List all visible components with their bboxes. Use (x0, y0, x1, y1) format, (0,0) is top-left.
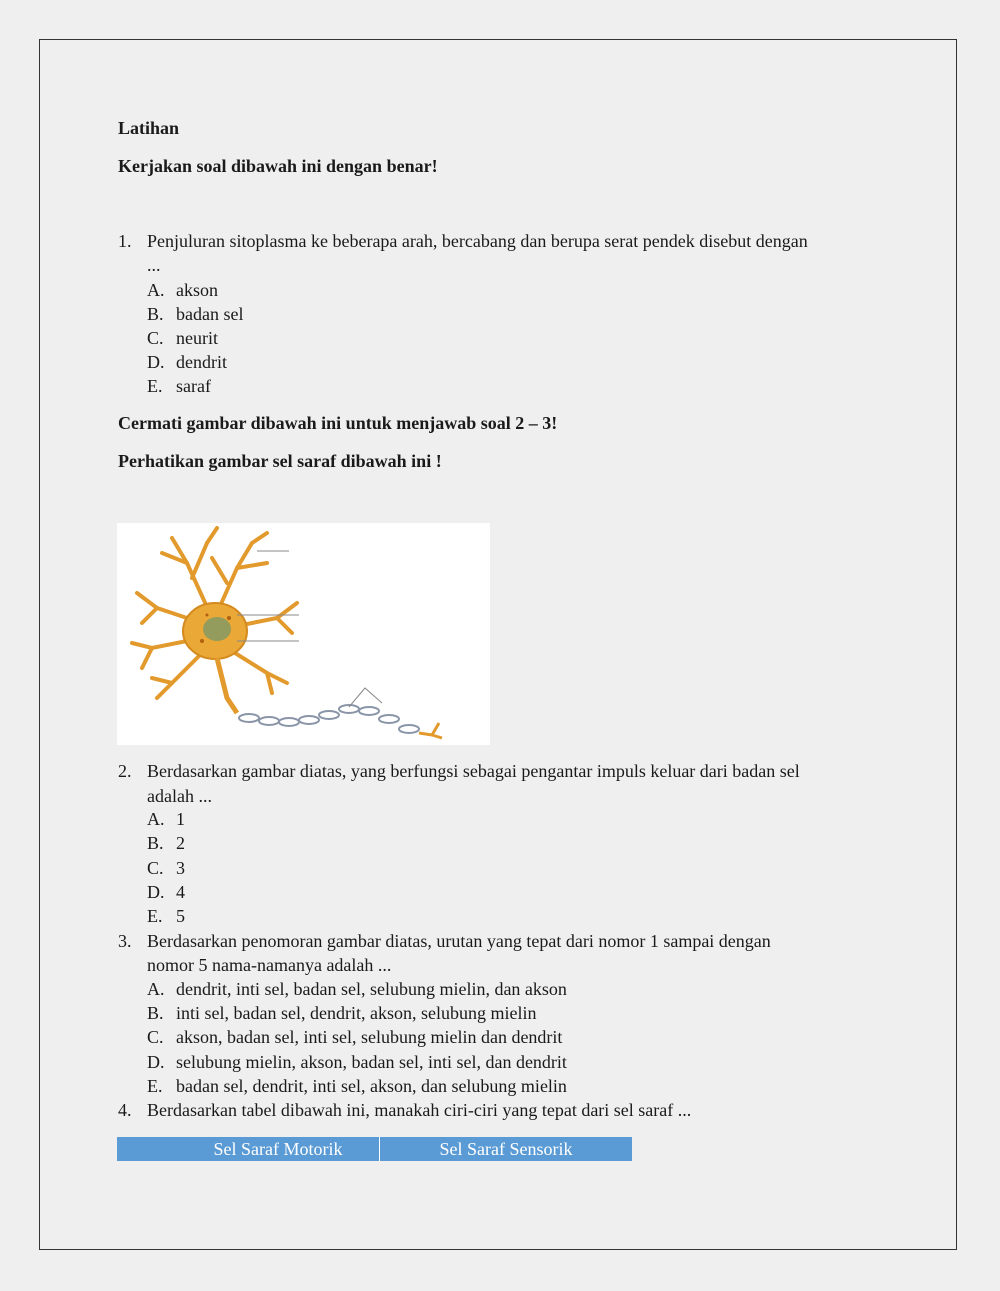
question-text: Berdasarkan gambar diatas, yang berfungsi sebagai pengantar impuls keluar dari badan sel (147, 761, 800, 781)
option-text: neurit (176, 328, 218, 348)
option-letter: E. (147, 1076, 163, 1096)
question-text: Berdasarkan tabel dibawah ini, manakah ciri-ciri yang tepat dari sel saraf ... (147, 1100, 692, 1120)
option-text: dendrit (176, 352, 227, 372)
neuron-diagram-icon (117, 523, 490, 745)
option-text: inti sel, badan sel, dendrit, akson, selubung mielin (176, 1003, 537, 1023)
section-note: Cermati gambar dibawah ini untuk menjawab soal 2 – 3! (118, 413, 558, 433)
question-number: 3. (118, 931, 132, 951)
option-letter: E. (147, 906, 163, 926)
question-text-cont: ... (147, 255, 161, 275)
option-text: akson (176, 280, 218, 300)
option-text: 5 (176, 906, 185, 926)
option-letter: C. (147, 858, 164, 878)
table-header-motorik: Sel Saraf Motorik (117, 1137, 380, 1161)
option-text: 1 (176, 809, 185, 829)
option-letter: D. (147, 882, 165, 902)
option-letter: E. (147, 376, 163, 396)
table-header-sensorik: Sel Saraf Sensorik (439, 1138, 573, 1159)
option-text: dendrit, inti sel, badan sel, selubung mielin, dan akson (176, 979, 567, 999)
option-text: 4 (176, 882, 185, 902)
option-letter: C. (147, 328, 164, 348)
option-text: selubung mielin, akson, badan sel, inti sel, dan dendrit (176, 1052, 567, 1072)
option-letter: D. (147, 1052, 165, 1072)
question-text: Penjuluran sitoplasma ke beberapa arah, bercabang dan berupa serat pendek disebut dengan (147, 231, 808, 251)
option-letter: A. (147, 979, 165, 999)
option-letter: B. (147, 833, 164, 853)
option-letter: A. (147, 280, 165, 300)
option-text: 2 (176, 833, 185, 853)
option-letter: B. (147, 304, 164, 324)
question-text-cont: adalah ... (147, 786, 212, 806)
question-text: Berdasarkan penomoran gambar diatas, urutan yang tepat dari nomor 1 sampai dengan (147, 931, 771, 951)
neuron-figure (117, 523, 490, 745)
question-text-cont: nomor 5 nama-namanya adalah ... (147, 955, 392, 975)
option-text: saraf (176, 376, 211, 396)
question-number: 1. (118, 231, 132, 251)
instruction: Kerjakan soal dibawah ini dengan benar! (118, 156, 438, 176)
question-number: 2. (118, 761, 132, 781)
option-letter: A. (147, 809, 165, 829)
option-text: badan sel, dendrit, inti sel, akson, dan selubung mielin (176, 1076, 567, 1096)
option-letter: C. (147, 1027, 164, 1047)
table-header (117, 1137, 632, 1161)
option-text: badan sel (176, 304, 244, 324)
heading: Latihan (118, 118, 180, 138)
option-letter: B. (147, 1003, 164, 1023)
option-text: 3 (176, 858, 185, 878)
option-text: akson, badan sel, inti sel, selubung mielin dan dendrit (176, 1027, 563, 1047)
question-number: 4. (118, 1100, 132, 1120)
figure-note: Perhatikan gambar sel saraf dibawah ini ! (118, 451, 442, 471)
option-letter: D. (147, 352, 165, 372)
